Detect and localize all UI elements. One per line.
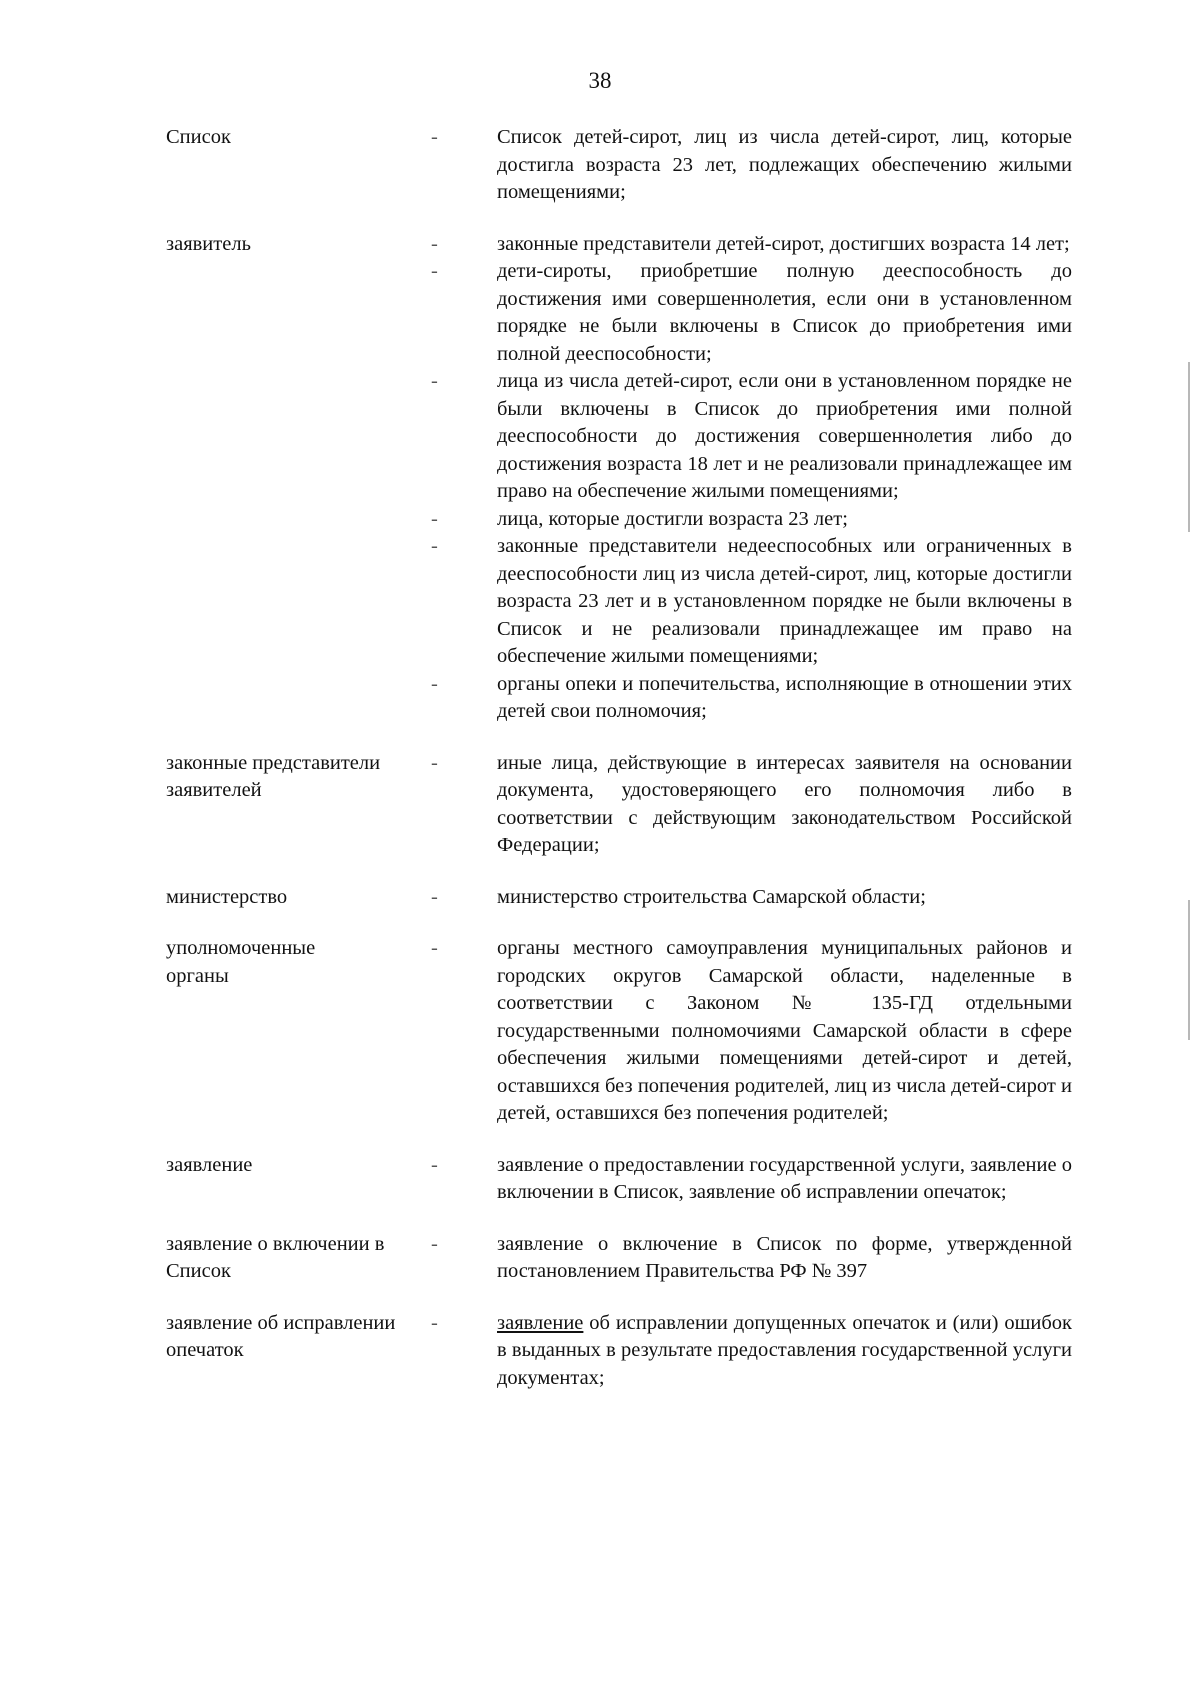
definition-entry	[166, 750, 1072, 860]
definition-text: министерство строительства Самарской области;	[497, 885, 926, 908]
underlined-word: заявление	[497, 1311, 584, 1334]
definition-item	[421, 671, 1072, 726]
definition-entry	[166, 935, 1072, 1128]
scan-artifact-line	[1188, 362, 1190, 532]
definition-group	[421, 884, 1072, 912]
definition-text: органы местного самоуправления муниципальных районов и городских округов Самарской области, наделенные в соответствии с Законом № 135-ГД отдельными государственными полномочиями Самарской области в сфере обеспечения жилыми помещениями детей-сирот и детей, оставшихся без попечения родителей, лиц из числа детей-сирот и детей, оставшихся без попечения родителей;	[497, 937, 1072, 1124]
dash-marker: -	[431, 672, 438, 695]
definition-item	[421, 750, 1072, 860]
term: заявление об исправлении опечаток	[166, 1311, 396, 1361]
definition-text: органы опеки и попечительства, исполняющие в отношении этих детей свои полномочия;	[497, 672, 1072, 722]
definition-group	[421, 750, 1072, 860]
definition-entry	[166, 231, 1072, 726]
dash-marker: -	[431, 937, 438, 959]
dash-marker: -	[431, 232, 438, 255]
definition-text: лица из числа детей-сирот, если они в установленном порядке не были включены в Список до приобретения ими полной дееспособности до достижения совершеннолетия либо до достижения возраста 18 лет и не реализовали принадлежащее им право на обеспечение жилыми помещениями;	[497, 370, 1072, 502]
definition-text: заявление о предоставлении государственной услуги, заявление о включении в Список, заявление об исправлении опечаток;	[497, 1153, 1072, 1203]
dash-marker: -	[431, 1153, 438, 1176]
definition-entry	[166, 1231, 1072, 1286]
definition-item	[421, 258, 1072, 368]
dash-marker: -	[431, 260, 438, 282]
definition-text: дети-сироты, приобретшие полную дееспособность до достижения ими совершеннолетия, если они в установленном порядке не были включены в Список до приобретения ими полной дееспособности;	[497, 260, 1072, 365]
definition-item	[421, 1152, 1072, 1207]
dash-marker: -	[431, 885, 438, 908]
definition-group	[421, 124, 1072, 207]
term: заявление о включении в Список	[166, 1232, 385, 1282]
term: министерство	[166, 885, 288, 908]
dash-marker: -	[431, 535, 438, 557]
definition-text: Список детей-сирот, лиц из числа детей-сирот, лиц, которые достигла возраста 23 лет, подлежащих обеспечению жилыми помещениями;	[497, 126, 1072, 203]
definition-group	[421, 1231, 1072, 1286]
definition-text-rest: об исправлении допущенных опечаток и (или) ошибок в выданных в результате предоставления государственной услуги документах;	[497, 1311, 1072, 1389]
definition-item	[421, 506, 1072, 534]
definition-item	[421, 231, 1072, 259]
page-number: 38	[588, 68, 612, 93]
definition-text: иные лица, действующие в интересах заявителя на основании документа, удостоверяющего его полномочия либо в соответствии с действующим законодательством Российской Федерации;	[497, 751, 1072, 856]
definition-group	[421, 231, 1072, 726]
definition-text: лица, которые достигли возраста 23 лет;	[497, 507, 848, 530]
definition-text: законные представители детей-сирот, достигших возраста 14 лет;	[497, 232, 1070, 255]
term: заявление	[166, 1153, 253, 1176]
definition-item	[421, 124, 1072, 207]
definition-entry	[166, 124, 1072, 207]
term: Список	[166, 126, 231, 148]
definition-group	[421, 1152, 1072, 1207]
definition-entry	[166, 1152, 1072, 1207]
definition-entry	[166, 1310, 1072, 1393]
definition-item	[421, 368, 1072, 506]
definition-item	[421, 533, 1072, 671]
definition-text	[489, 1310, 1072, 1393]
definition-text: законные представители недееспособных или ограниченных в дееспособности лиц из числа детей-сирот, лиц, которые достигли возраста 23 лет и в установленном порядке не были включены в Список и не реализовали принадлежащее им право на обеспечение жилыми помещениями;	[497, 535, 1072, 667]
term: законные представители заявителей	[166, 751, 381, 801]
term: уполномоченные органы	[166, 937, 316, 987]
definition-group	[421, 1310, 1072, 1393]
definition-entry	[166, 884, 1072, 912]
definition-text: заявление о включение в Список по форме, утвержденной постановлением Правительства РФ № 397	[497, 1232, 1072, 1282]
definition-item	[421, 1310, 1072, 1393]
dash-marker: -	[431, 751, 438, 774]
dash-marker: -	[431, 1232, 438, 1255]
dash-marker: -	[431, 126, 438, 148]
definition-item	[421, 935, 1072, 1128]
scan-artifact-line	[1188, 900, 1190, 1040]
definitions-list	[166, 124, 1072, 1416]
dash-marker: -	[431, 507, 438, 530]
definition-group	[421, 935, 1072, 1128]
dash-marker: -	[431, 1311, 438, 1334]
term: заявитель	[166, 232, 251, 255]
definition-item	[421, 884, 1072, 912]
definition-item	[421, 1231, 1072, 1286]
dash-marker: -	[431, 370, 438, 392]
